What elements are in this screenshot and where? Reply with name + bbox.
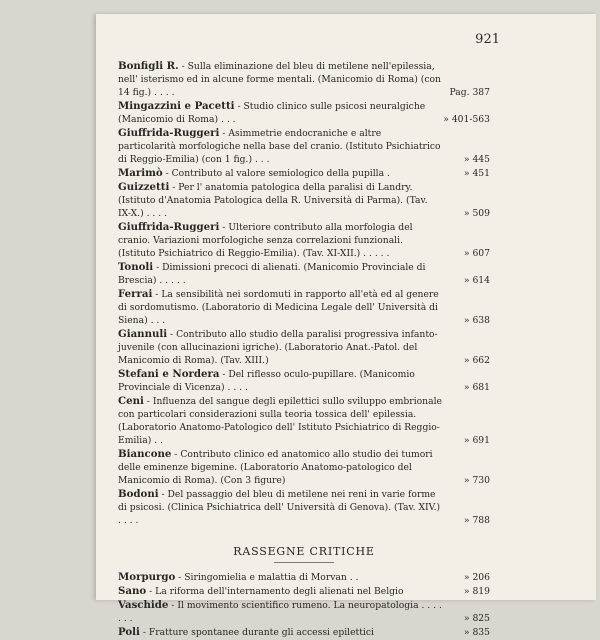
entry-page: Pag. 387 <box>449 87 490 98</box>
heading-rule <box>274 562 334 563</box>
entry-title: - La sensibilità nei sordomuti in rapporto all'età ed al genere di sordomutismo. (Laboratorio di Medicina Legale dell' Università di Siena) . . . <box>118 289 439 326</box>
entry-author: Guizzetti <box>118 181 170 193</box>
review-author: Poli <box>118 626 140 638</box>
toc-entry <box>118 368 490 394</box>
entry-page: » 638 <box>463 315 490 326</box>
page-number: 921 <box>475 32 500 47</box>
entry-title: - Per l' anatomia patologica della paralisi di Landry. (Istituto d'Anatomia Patologica della R. Università di Parma). (Tav. IX-X.) . . . . <box>118 182 428 219</box>
book-page <box>96 14 596 638</box>
review-title: - Fratture spontanee durante gli accessi epilettici <box>139 627 374 638</box>
entry-title: - Studio clinico sulle psicosi neuralgiche (Manicomio di Roma) . . . <box>118 101 426 125</box>
entry-page: » 607 <box>463 248 490 259</box>
entry-page: » 614 <box>463 275 490 286</box>
entry-author: Marimò <box>118 167 163 179</box>
toc-entry <box>118 221 490 260</box>
toc-entry <box>118 448 490 487</box>
entry-author: Giuffrida-Ruggeri <box>118 221 220 233</box>
section-heading-text: RASSEGNE CRITICHE <box>233 545 375 558</box>
review-title: - Siringomielia e malattia di Morvan . . <box>175 572 359 583</box>
toc-entry <box>118 100 490 126</box>
toc-entry <box>118 167 490 180</box>
entry-title: - Influenza del sangue degli epilettici sullo sviluppo embrionale con particolari considerazioni sulla teoria tossica dell' epilessia. (Laboratorio Anatomo-Patologico dell' Istituto Psichiatrico di Reggio-Emilia) . . <box>118 396 442 446</box>
entry-page: » 691 <box>463 435 490 446</box>
toc-entry <box>118 127 490 166</box>
entry-author: Giannuli <box>118 328 168 340</box>
entries-list <box>118 60 490 527</box>
entry-page: » 681 <box>463 382 490 393</box>
review-entry <box>118 626 490 639</box>
review-page: » 819 <box>463 586 490 597</box>
toc-entry <box>118 60 490 99</box>
entry-title: - Ulteriore contributo alla morfologia del cranio. Variazioni morfologiche senza correlazioni funzionali. (Istituto Psichiatrico di Reggio-Emilia). (Tav. XI-XII.) . . . . . <box>118 222 413 259</box>
reviews-list <box>118 571 490 639</box>
toc-entry <box>118 328 490 367</box>
entry-title: - Dimissioni precoci di alienati. (Manicomio Provinciale di Brescia) . . . . . <box>118 262 426 286</box>
review-title: - Il movimento scientifico rumeno. La neuropatologia . . . . . . . <box>118 600 442 624</box>
entry-author: Tonoli <box>118 261 154 273</box>
entry-title: - Sulla eliminazione del bleu di metilene nell'epilessia, nell' isterismo ed in alcune forme mentali. (Manicomio di Roma) (con 14 fig.) . . . . <box>118 61 441 98</box>
entry-page: » 401-563 <box>443 114 490 125</box>
entry-title: - Contributo al valore semiologico della pupilla . <box>162 168 390 179</box>
review-page: » 206 <box>463 572 490 583</box>
review-author: Morpurgo <box>118 571 176 583</box>
entry-author: Biancone <box>118 448 172 460</box>
toc-entry <box>118 488 490 527</box>
toc-entry <box>118 261 490 287</box>
review-page: » 835 <box>463 627 490 638</box>
review-page: » 825 <box>463 613 490 624</box>
review-entry <box>118 571 490 584</box>
review-entry <box>118 585 490 598</box>
entry-title: - Asimmetrie endocraniche e altre particolarità morfologiche nella base del cranio. (Istituto Psichiatrico di Reggio-Emilia) (con 1 fig.) . . . <box>118 128 441 165</box>
review-author: Sano <box>118 585 147 597</box>
toc-entry <box>118 181 490 220</box>
entry-title: - Contributo allo studio della paralisi progressiva infanto-juvenile (con allucinazioni igriche). (Laboratorio Anat.-Patol. del Manicomio di Roma). (Tav. XIII.) <box>118 329 438 366</box>
toc-entry <box>118 395 490 447</box>
entry-page: » 445 <box>463 154 490 165</box>
entry-author: Giuffrida-Ruggeri <box>118 127 220 139</box>
entry-author: Bonfigli R. <box>118 60 179 72</box>
toc-entry <box>118 288 490 327</box>
entry-title: - Del riflesso oculo-pupillare. (Manicomio Provinciale di Vicenza) . . . . <box>118 369 415 393</box>
entry-page: » 509 <box>463 208 490 219</box>
table-of-contents <box>118 60 490 640</box>
entry-author: Stefani e Nordera <box>118 368 220 380</box>
entry-author: Bodoni <box>118 488 159 500</box>
entry-author: Ferrai <box>118 288 153 300</box>
entry-page: » 730 <box>463 475 490 486</box>
entry-author: Mingazzini e Pacetti <box>118 100 235 112</box>
entry-page: » 662 <box>463 355 490 366</box>
entry-title: - Del passaggio del bleu di metilene nei reni in varie forme di psicosi. (Clinica Psichiatrica dell' Università di Genova). (Tav. XIV.) . . . . <box>118 489 441 526</box>
review-entry <box>118 599 490 625</box>
entry-author: Ceni <box>118 395 144 407</box>
entry-title: - Contributo clinico ed anatomico allo studio dei tumori delle eminenze bigemine. (Laboratorio Anatomo-patologico del Manicomio di Roma). (Con 3 figure) <box>118 449 433 486</box>
entry-page: » 451 <box>463 168 490 179</box>
review-author: Vaschide <box>118 599 169 611</box>
review-title: - La riforma dell'internamento degli alienati nel Belgio <box>146 586 404 597</box>
entry-page: » 788 <box>463 515 490 526</box>
section-heading <box>118 545 490 563</box>
